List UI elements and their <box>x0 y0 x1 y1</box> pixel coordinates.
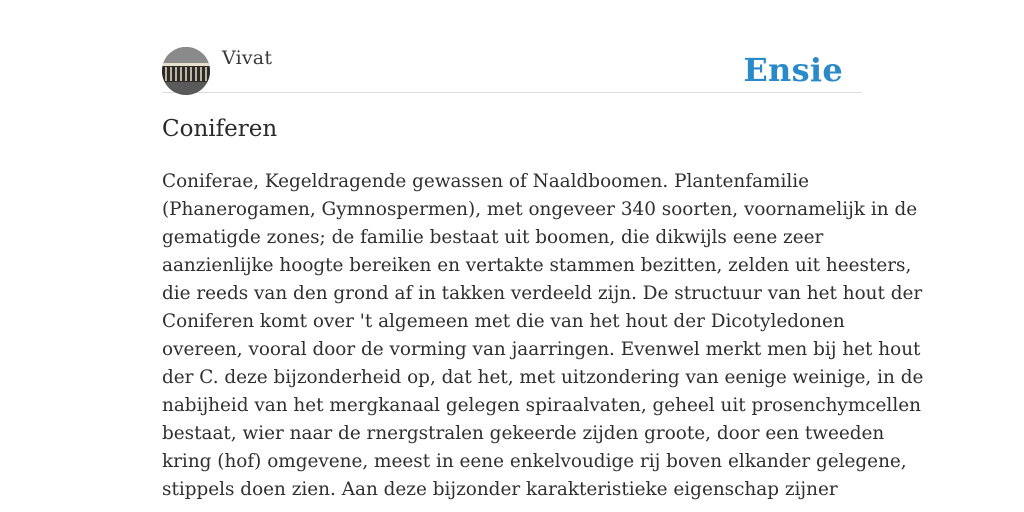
body-line: overeen, vooral door de vorming van jaarringen. Evenwel merkt men bij het hout <box>162 339 921 360</box>
brand-logo-link[interactable]: Ensie <box>743 51 843 89</box>
article-title: Coniferen <box>162 116 278 142</box>
article-body <box>162 168 924 504</box>
body-line: stippels doen zien. Aan deze bijzonder karakteristieke eigenschap zijner <box>162 479 838 500</box>
body-line: die reeds van den grond af in takken verdeeld zijn. De structuur van het hout der <box>162 283 923 304</box>
body-line: Coniferen komt over 't algemeen met die van het hout der Dicotyledonen <box>162 311 845 332</box>
body-line: nabijheid van het mergkanaal gelegen spiraalvaten, geheel uit prosenchymcellen <box>162 395 921 416</box>
site-header <box>162 46 862 93</box>
body-line: aanzienlijke hoogte bereiken en vertakte stammen bezitten, zelden uit heesters, <box>162 255 912 276</box>
author-avatar[interactable] <box>162 47 210 95</box>
body-line: (Phanerogamen, Gymnospermen), met ongeveer 340 soorten, voornamelijk in de <box>162 199 918 220</box>
body-line: bestaat, wier naar de rnergstralen gekeerde zijden groote, door een tweeden <box>162 423 885 444</box>
body-line: der C. deze bijzonderheid op, dat het, met uitzondering van eenige weinige, in de <box>162 367 924 388</box>
author-name[interactable]: Vivat <box>222 47 273 69</box>
body-line: gematigde zones; de familie bestaat uit boomen, die dikwijls eene zeer <box>162 227 824 248</box>
avatar-image-icon <box>162 47 210 95</box>
body-line: kring (hof) omgevene, meest in eene enkelvoudige rij boven elkander gelegene, <box>162 451 907 472</box>
body-line: Coniferae, Kegeldragende gewassen of Naaldboomen. Plantenfamilie <box>162 171 809 192</box>
